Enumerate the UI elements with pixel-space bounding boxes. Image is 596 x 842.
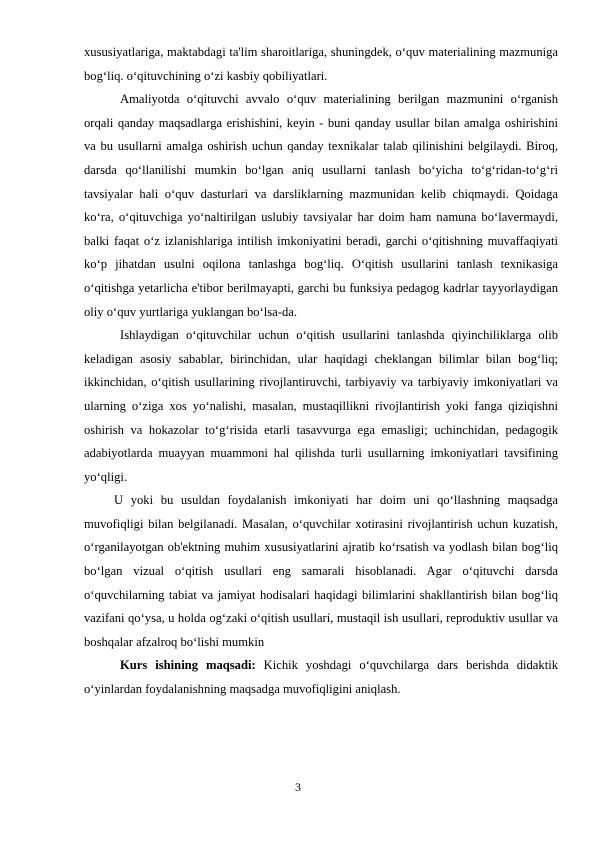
paragraph-difficulties: Ishlaydigan o‘qituvchilar uchun o‘qitish usullarini tanlashda qiyinchiliklarga olib keladigan asosiy sabablar, birinchidan, ular haqidagi cheklangan bilimlar bilan bog‘liq; ikkinchidan, o‘qitish usullarining rivojlantiruvchi, tarbiyaviy va tarbiyaviy imkoniyatlari va ularning o‘ziga xos yo‘nalishi, masalan, mustaqillikni rivojlantirish yoki fanga qiziqishni oshirish va hokazolar to‘g‘risida etarli tasavvurga ega emasligi; uchinchidan, pedagogik adabiyotlarda muayyan muammoni hal qilishda turli usullarning imkoniyatlari tavsifining yo‘qligi. — [84, 328, 558, 484]
course-goal-label: Kurs ishining maqsadi: — [120, 658, 256, 673]
paragraph-continuation: xususiyatlariga, maktabdagi ta'lim sharoitlariga, shuningdek, o‘quv materialining mazmuniga bog‘liq. o‘qituvchining o‘zi kasbiy qobiliyatlari. — [84, 45, 558, 83]
paragraph-course-goal — [84, 654, 558, 701]
paragraph-method-usage: U yoki bu usuldan foydalanish imkoniyati har doim uni qo‘llashning maqsadga muvofiqligi bilan belgilanadi. Masalan, o‘quvchilar xotirasini rivojlantirish uchun kuzatish, o‘rganilayotgan ob'ektning muhim xususiyatlarini ajratib ko‘rsatish va yodlash bilan bog‘liq bo‘lgan vizual o‘qitish usullari eng samarali hisoblanadi. Agar o‘qituvchi darsda o‘quvchilarning tabiat va jamiyat hodisalari haqidagi bilimlarini shakllantirish bilan bog‘liq vazifani qo‘ysa, u holda og‘zaki o‘qitish usullari, mustaqil ish usullari, reproduktiv usullar va boshqalar afzalroq bo‘lishi mumkin — [84, 493, 558, 649]
document-page — [84, 41, 558, 702]
paragraph-method-selection: Amaliyotda o‘qituvchi avvalo o‘quv materialining berilgan mazmunini o‘rganish orqali qanday maqsadlarga erishishini, keyin - buni qanday usullar bilan amalga oshirishini va bu usullarni amalga oshirish uchun qanday texnikalar talab qilinishini belgilaydi. Biroq, darsda qo‘llanilishi mumkin bo‘lgan aniq usullarni tanlash bo‘yicha to‘g‘ridan-to‘g‘ri tavsiyalar hali o‘quv dasturlari va darsliklarning mazmunidan kelib chiqmaydi. Qoidaga ko‘ra, o‘qituvchiga yo‘naltirilgan uslubiy tavsiyalar har doim ham namuna bo‘lavermaydi, balki faqat o‘z izlanishlariga intilish imkoniyatini beradi, garchi o‘qitishning muvaffaqiyati ko‘p jihatdan usulni oqilona tanlashga bog‘liq. O‘qitish usullarini tanlash texnikasiga o‘qitishga yetarlicha e'tibor berilmayapti, garchi bu funksiya pedagog kadrlar tayyorlaydigan oliy o‘quv yurtlariga yuklangan bo‘lsa-da. — [84, 92, 558, 319]
course-goal-text: Kichik yoshdagi o‘quvchilarga dars berishda didaktik o‘yinlardan foydalanishning maqsadga muvofiqligini aniqlash. — [84, 658, 558, 697]
page-number: 3 — [295, 780, 301, 794]
